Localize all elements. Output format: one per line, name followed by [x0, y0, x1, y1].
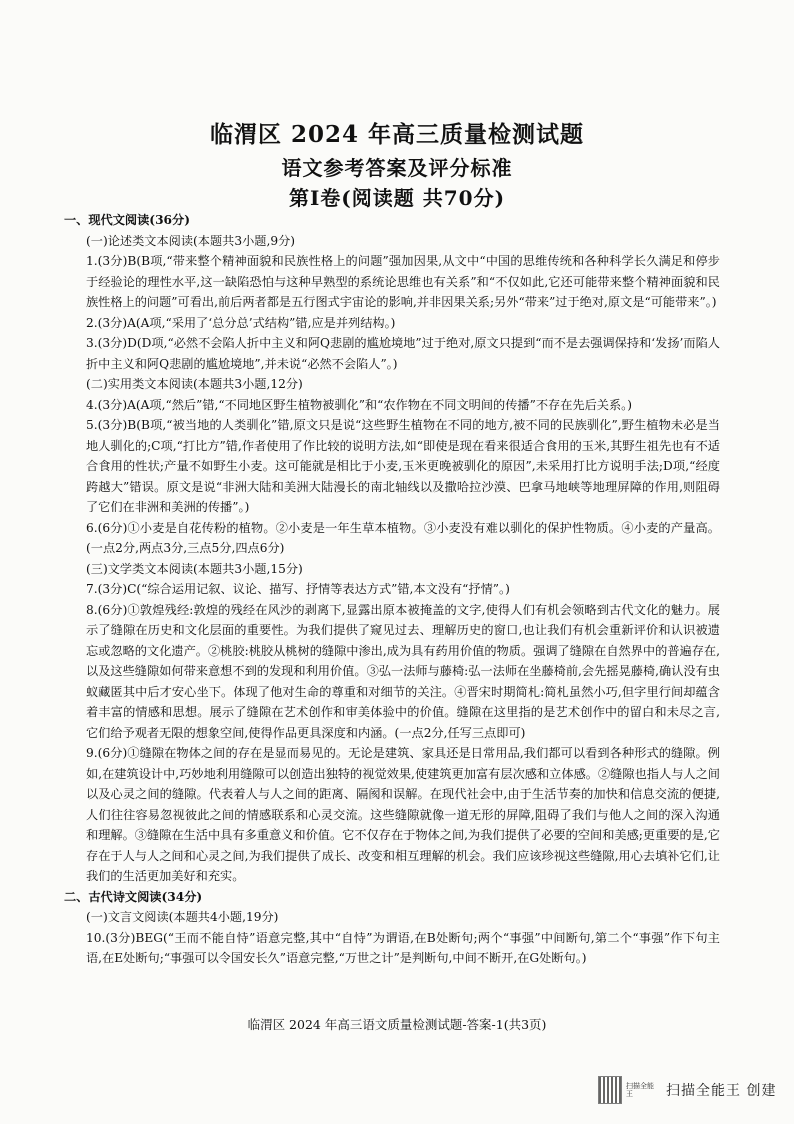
answer-item: 3.(3分)D(D项,“必然不会陷人折中主义和阿Q悲剧的尴尬境地”过于绝对,原文只提到“而不是去强调保持和‘发扬’而陷人折中主义和阿Q悲剧的尴尬境地”,并未说“必然不会陷人”。): [86, 336, 720, 371]
document-subtitle: 语文参考答案及评分标准: [281, 156, 513, 180]
answer-item: 6.(6分)①小麦是自花传粉的植物。②小麦是一年生草本植物。③小麦没有难以驯化的保护性物质。④小麦的产量高。(一点2分,两点3分,三点5分,四点6分): [86, 520, 720, 555]
answer-item: 8.(6分)①敦煌残经:敦煌的残经在风沙的剥离下,显露出原本被掩盖的文字,使得人们有机会领略到古代文化的魅力。展示了缝隙在历史和文化层面的重要性。为我们提供了窥见过去、理解历史的窗口,也让我们有机会重新评价和认识被遗忘或忽略的文化遗产。②桃胶:桃胶从桃树的缝隙中渗出,成为具有药用价值的物质。强调了缝隙在自然界中的普遍存在,以及这些缝隙如何带来意想不到的发现和利用价值。③弘一法师与藤椅:弘一法师在坐藤椅前,会先摇晃藤椅,确认没有虫蚁藏匿其中后才安心坐下。体现了他对生命的尊重和对细节的关注。④晋宋时期简札:简札虽然小巧,但字里行间却蕴含着丰富的情感和思想。展示了缝隙在艺术创作和审美体验中的价值。缝隙在这里指的是艺术创作中的留白和未尽之言,它们给予观者无限的想象空间,使得作品更具深度和内涵。(一点2分,任写三点即可): [86, 602, 720, 740]
answer-item: 9.(6分)①缝隙在物体之间的存在是显而易见的。无论是建筑、家具还是日常用品,我们都可以看到各种形式的缝隙。例如,在建筑设计中,巧妙地利用缝隙可以创造出独特的视觉效果,使建筑更加富有层次感和立体感。②缝隙也指人与人之间以及心灵之间的缝隙。代表着人与人之间的距离、隔阂和误解。在现代社会中,由于生活节奏的加快和信息交流的便捷,人们往往容易忽视彼此之间的情感联系和心灵交流。这些缝隙就像一道无形的屏障,阻碍了我们与他人之间的深入沟通和理解。③缝隙在生活中具有多重意义和价值。它不仅存在于物体之间,为我们提供了必要的空间和美感;更重要的是,它存在于人与人之间和心灵之间,为我们提供了成长、改变和相互理解的机会。我们应该珍视这些缝隙,用心去填补它们,让我们的生活更加美好和充实。: [86, 746, 720, 883]
subsection-heading: (二)实用类文本阅读(本题共3小题,12分): [86, 377, 303, 391]
watermark-text: 扫描全能王 创建: [666, 1083, 777, 1099]
qr-code-icon: [598, 1076, 622, 1104]
answer-content: [64, 210, 720, 969]
answer-item: 4.(3分)A(A项,“然后”错,“不同地区野生植物被驯化”和“农作物在不同文明间的传播”不存在先后关系。): [86, 397, 632, 412]
subsection-heading: (三)文学类文本阅读(本题共3小题,15分): [86, 561, 303, 576]
answer-item: 7.(3分)C(“综合运用记叙、议论、描写、抒情等表达方式”错,本文没有“抒情”。): [86, 582, 510, 596]
answer-item: 1.(3分)B(B项,“带来整个精神面貌和民族性格上的问题”强加因果,从文中“中国的思维传统和各种科学长久满足和停步于经验论的理性水平,这一缺陷恐怕与这种早熟型的系统论思维也有关系”和“不仅如此,它还可能带来整个精神面貌和民族性格上的问题”可看出,前后两者都是五行图式宇宙论的影响,并非因果关系;另外“带来”过于绝对,原文是“可能带来”。): [86, 254, 720, 309]
subsection-heading: (一)文言文阅读(本题共4小题,19分): [86, 910, 279, 924]
section-heading: 二、古代诗文阅读(34分): [64, 889, 203, 904]
watermark-small-text: 扫描全能王: [626, 1082, 654, 1098]
section-heading: 一、现代文阅读(36分): [64, 213, 190, 227]
answer-item: 5.(3分)B(B项,“被当地的人类驯化”错,原文只是说“这些野生植物在不同的地方,被不同的民族驯化”,野生植物未必是当地人驯化的;C项,“打比方”错,作者使用了作比较的说明方法,如“即使是现在看来很适合食用的玉米,其野生祖先也有不适合食用的性状;产量不如野生小麦。这可能就是相比于小麦,玉米更晚被驯化的原因”,未采用打比方说明手法;D项,“经度跨越大”错误。原文是说“非洲大陆和美洲大陆漫长的南北轴线以及撒哈拉沙漠、巴拿马地峡等地理屏障的作用,则阻碍了它们在非洲和美洲的传播”。): [86, 418, 720, 514]
answer-item: 2.(3分)A(A项,“采用了‘总分总’式结构”错,应是并列结构。): [86, 315, 396, 330]
scanner-watermark: [598, 1076, 776, 1104]
page-footer: 临渭区 2024 年高三语文质量检测试题-答案-1(共3页): [247, 1017, 547, 1032]
subsection-heading: (一)论述类文本阅读(本题共3小题,9分): [86, 233, 296, 248]
answer-item: 10.(3分)BEG(“王而不能自恃”语意完整,其中“自恃”为谓语,在B处断句;两个“事强”中间断句,第二个“事强”作下句主语,在E处断句;“事强可以令国安长久”语意完整,“万世之计”是判断句,中间不断开,在G处断句。): [86, 930, 720, 965]
document-title: 临渭区 2024 年高三质量检测试题: [209, 121, 585, 148]
part-heading: 第Ⅰ卷(阅读题 共70分): [288, 186, 506, 210]
